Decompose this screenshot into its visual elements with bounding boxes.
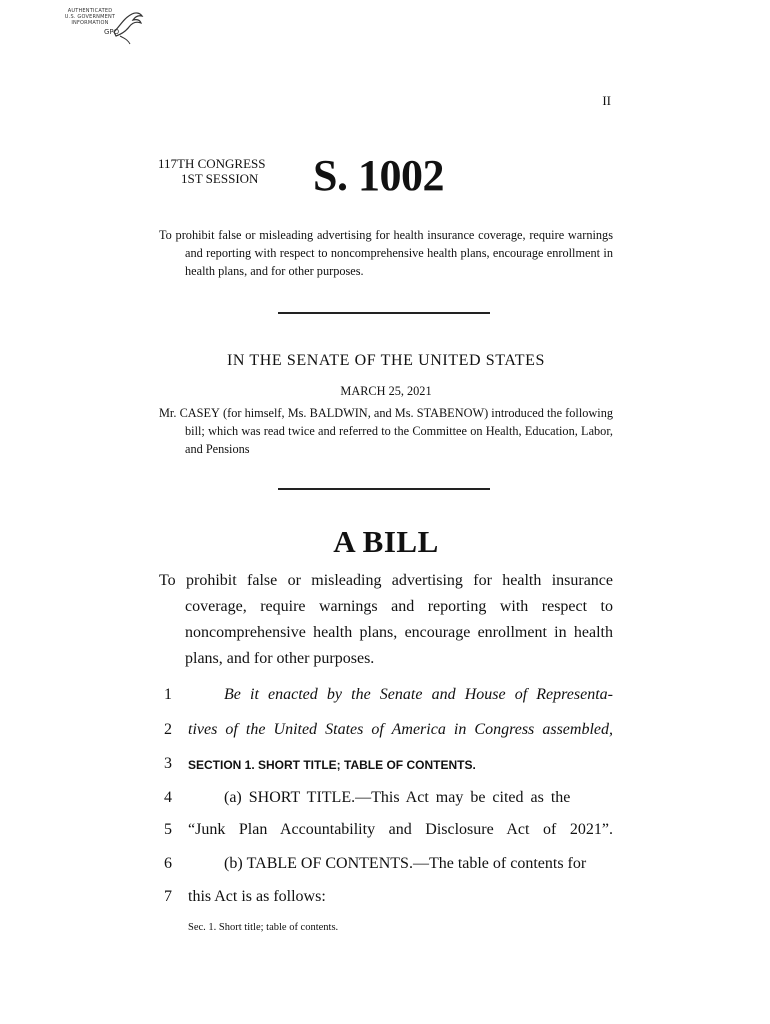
- line-number: 7: [164, 888, 172, 905]
- enacting-clause: tives of the United States of America in Congress assembled,: [188, 721, 613, 738]
- enacting-clause: Be it enacted by the Senate and House of Representa-: [224, 686, 613, 703]
- subsection-caption: SHORT TITLE: [248, 789, 352, 806]
- line-number: 6: [164, 855, 172, 872]
- short-title-text: “Junk Plan Accountability and Disclosure Act of 2021”.: [188, 821, 613, 838]
- bill-number: S. 1002: [313, 151, 444, 200]
- text-line-7: [159, 888, 613, 918]
- gpo-authentication-seal: [58, 6, 148, 46]
- section-heading: SECTION 1. SHORT TITLE; TABLE OF CONTENTS.: [188, 758, 476, 772]
- bill-heading: A BILL: [333, 524, 439, 559]
- cosponsor-name: BALDWIN: [309, 406, 368, 420]
- cosponsor-name: STABENOW: [416, 406, 485, 420]
- subsection-lead: (a): [224, 789, 249, 806]
- seal-gpo-label: GPO: [104, 28, 120, 36]
- subsection-body: .—This Act may be cited as the: [351, 789, 571, 806]
- intro-text: Mr.: [159, 406, 180, 420]
- introduction-statement: [159, 404, 613, 458]
- line-number: 3: [164, 755, 172, 772]
- intro-text: , and Ms.: [367, 406, 417, 420]
- text-line-4: [159, 789, 613, 819]
- subsection-caption: TABLE OF CONTENTS: [246, 855, 409, 872]
- intro-text: (for himself, Ms.: [219, 406, 310, 420]
- line-number: 1: [164, 686, 172, 703]
- subsection-body: .—The table of contents for: [408, 855, 587, 872]
- text-line-2: [159, 721, 613, 751]
- line-number: 5: [164, 821, 172, 838]
- eagle-icon: [110, 6, 146, 46]
- text-line-6: [159, 855, 613, 885]
- text-line-3: [159, 755, 613, 785]
- subsection-text: [188, 789, 613, 807]
- subsection-lead: (b): [224, 855, 247, 872]
- bill-summary: To prohibit false or misleading advertising for health insurance coverage, require warnings and reporting with respect to noncomprehensive health plans, encourage enrollment in health plans, and for other purposes.: [159, 228, 613, 278]
- seal-line: U.S. GOVERNMENT: [64, 14, 116, 20]
- divider-rule: [278, 312, 490, 314]
- sponsor-name: CASEY: [179, 406, 220, 420]
- line-number: 4: [164, 789, 172, 806]
- calendar-mark: II: [602, 93, 611, 108]
- line-number: 2: [164, 721, 172, 738]
- subsection-text: [188, 855, 613, 873]
- seal-line: INFORMATION: [71, 20, 109, 26]
- divider-rule: [278, 488, 490, 490]
- session-label: 1ST SESSION: [181, 171, 259, 186]
- text-line-1: [159, 686, 613, 716]
- introduction-date: MARCH 25, 2021: [340, 384, 432, 398]
- intro-text: ) introduced the following bill; which was read twice and referred to the Committee on Health, Education, Labor, and Pensions: [185, 406, 613, 456]
- congress-session: [158, 156, 266, 186]
- chamber-heading: IN THE SENATE OF THE UNITED STATES: [226, 352, 546, 369]
- congress-number: 117TH CONGRESS: [158, 156, 266, 171]
- seal-line: AUTHENTICATED: [67, 8, 113, 14]
- toc-entry: Sec. 1. Short title; table of contents.: [188, 922, 339, 933]
- text-line-5: [159, 821, 613, 851]
- bill-long-title: To prohibit false or misleading advertising for health insurance coverage, require warnings and reporting with respect to noncomprehensive health plans, encourage enrollment in health plans, and for other purposes.: [159, 572, 613, 667]
- body-text: this Act is as follows:: [188, 888, 326, 905]
